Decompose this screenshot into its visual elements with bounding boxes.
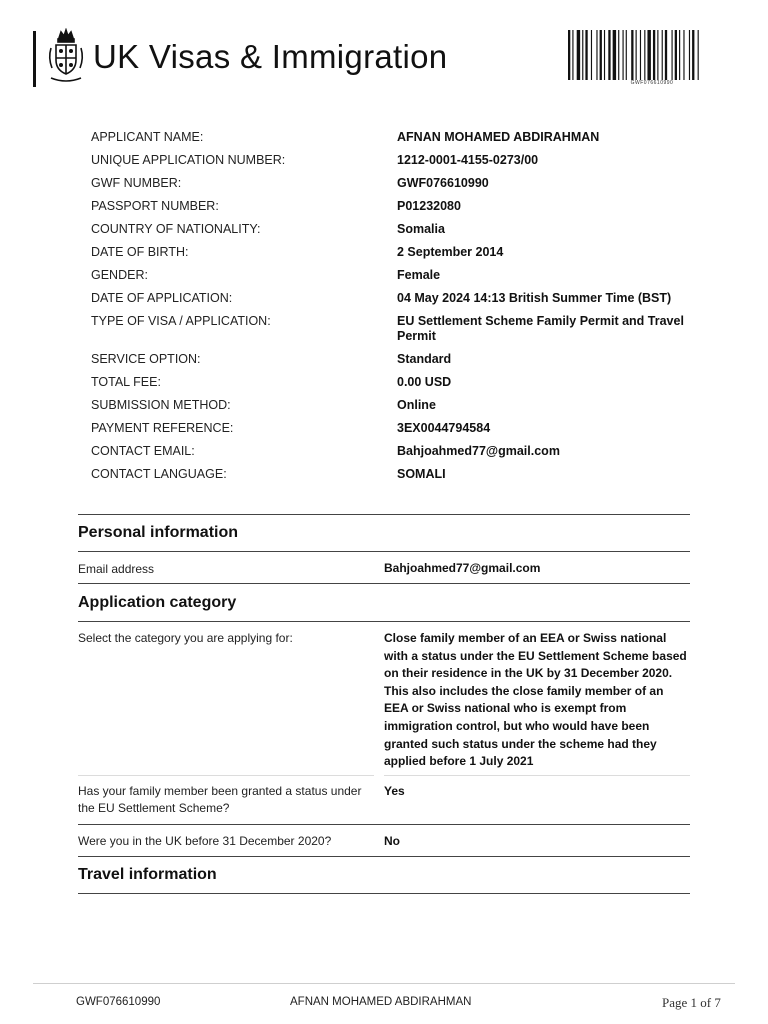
summary-label: TOTAL FEE: <box>91 375 161 389</box>
summary-label: DATE OF BIRTH: <box>91 245 189 259</box>
summary-label: PAYMENT REFERENCE: <box>91 421 234 435</box>
summary-row <box>91 174 711 197</box>
email-address-label: Email address <box>78 562 155 576</box>
summary-value: 2 September 2014 <box>397 245 504 259</box>
summary-label: CONTACT LANGUAGE: <box>91 467 227 481</box>
application-category-heading: Application category <box>78 594 237 611</box>
summary-row <box>91 442 711 465</box>
uk-residence-question: Were you in the UK before 31 December 2020? <box>78 834 332 848</box>
summary-value: Somalia <box>397 222 445 236</box>
summary-row <box>91 220 711 243</box>
summary-value: 04 May 2024 14:13 British Summer Time (BST) <box>397 291 672 305</box>
summary-value: 3EX0044794584 <box>397 421 491 435</box>
summary-label: PASSPORT NUMBER: <box>91 199 219 213</box>
section-divider <box>78 621 690 622</box>
header-divider <box>33 31 36 87</box>
section-divider <box>78 514 690 515</box>
summary-row <box>91 197 711 220</box>
page-title: UK Visas & Immigration <box>93 38 448 75</box>
family-member-status-question: Has your family member been granted a status under the EU Settlement Scheme? <box>78 784 362 815</box>
category-answer: Close family member of an EEA or Swiss national with a status under the EU Settlement Scheme based on their residence in the UK by 31 December 2020. This also includes the close family member of an EEA or Swiss national who is exempt from immigration control, but who would have been granted such status under the scheme had they applied before 1 July 2021 <box>384 631 687 769</box>
summary-row <box>91 266 711 289</box>
summary-value: Standard <box>397 352 452 366</box>
summary-row <box>91 312 711 350</box>
row-divider <box>384 775 690 776</box>
page-number: Page 1 of 7 <box>662 995 721 1010</box>
summary-row <box>91 373 711 396</box>
summary-label: CONTACT EMAIL: <box>91 444 195 458</box>
travel-info-heading: Travel information <box>78 866 217 883</box>
footer-applicant-name: AFNAN MOHAMED ABDIRAHMAN <box>290 996 472 1008</box>
summary-label: SERVICE OPTION: <box>91 352 201 366</box>
summary-row <box>91 243 711 266</box>
category-question: Select the category you are applying for: <box>78 631 293 645</box>
section-divider <box>78 551 690 552</box>
summary-label: TYPE OF VISA / APPLICATION: <box>91 314 271 328</box>
section-divider <box>78 856 690 857</box>
summary-row <box>91 289 711 312</box>
summary-row <box>91 396 711 419</box>
footer-divider <box>33 983 735 984</box>
summary-row <box>91 151 711 174</box>
summary-label: APPLICANT NAME: <box>91 130 204 144</box>
section-divider <box>78 583 690 584</box>
summary-value: Online <box>397 398 436 412</box>
application-summary <box>91 128 711 488</box>
summary-row <box>91 128 711 151</box>
section-divider <box>78 893 690 894</box>
summary-value: EU Settlement Scheme Family Permit and Travel Permit <box>397 314 684 343</box>
family-member-status-answer: Yes <box>384 784 405 798</box>
summary-value: SOMALI <box>397 467 446 481</box>
email-address-value: Bahjoahmed77@gmail.com <box>384 561 541 575</box>
summary-value: GWF076610990 <box>397 176 489 190</box>
summary-value: Female <box>397 268 441 282</box>
summary-row <box>91 350 711 373</box>
summary-value: P01232080 <box>397 199 461 213</box>
summary-label: GWF NUMBER: <box>91 176 182 190</box>
personal-info-heading: Personal information <box>78 524 239 541</box>
summary-row <box>91 419 711 442</box>
summary-label: DATE OF APPLICATION: <box>91 291 233 305</box>
row-divider <box>78 775 374 776</box>
royal-crest-icon <box>47 28 85 86</box>
summary-label: SUBMISSION METHOD: <box>91 398 231 412</box>
summary-value: AFNAN MOHAMED ABDIRAHMAN <box>397 130 600 144</box>
summary-value: Bahjoahmed77@gmail.com <box>397 444 560 458</box>
barcode <box>568 30 736 80</box>
summary-label: GENDER: <box>91 268 148 282</box>
section-divider <box>78 824 690 825</box>
summary-value: 1212-0001-4155-0273/00 <box>397 153 539 167</box>
summary-label: UNIQUE APPLICATION NUMBER: <box>91 153 286 167</box>
summary-value: 0.00 USD <box>397 375 452 389</box>
uk-residence-answer: No <box>384 834 400 848</box>
summary-label: COUNTRY OF NATIONALITY: <box>91 222 261 236</box>
summary-row <box>91 465 711 488</box>
barcode-text: GWF076610990 <box>630 80 674 86</box>
footer-gwf-number: GWF076610990 <box>76 996 161 1008</box>
